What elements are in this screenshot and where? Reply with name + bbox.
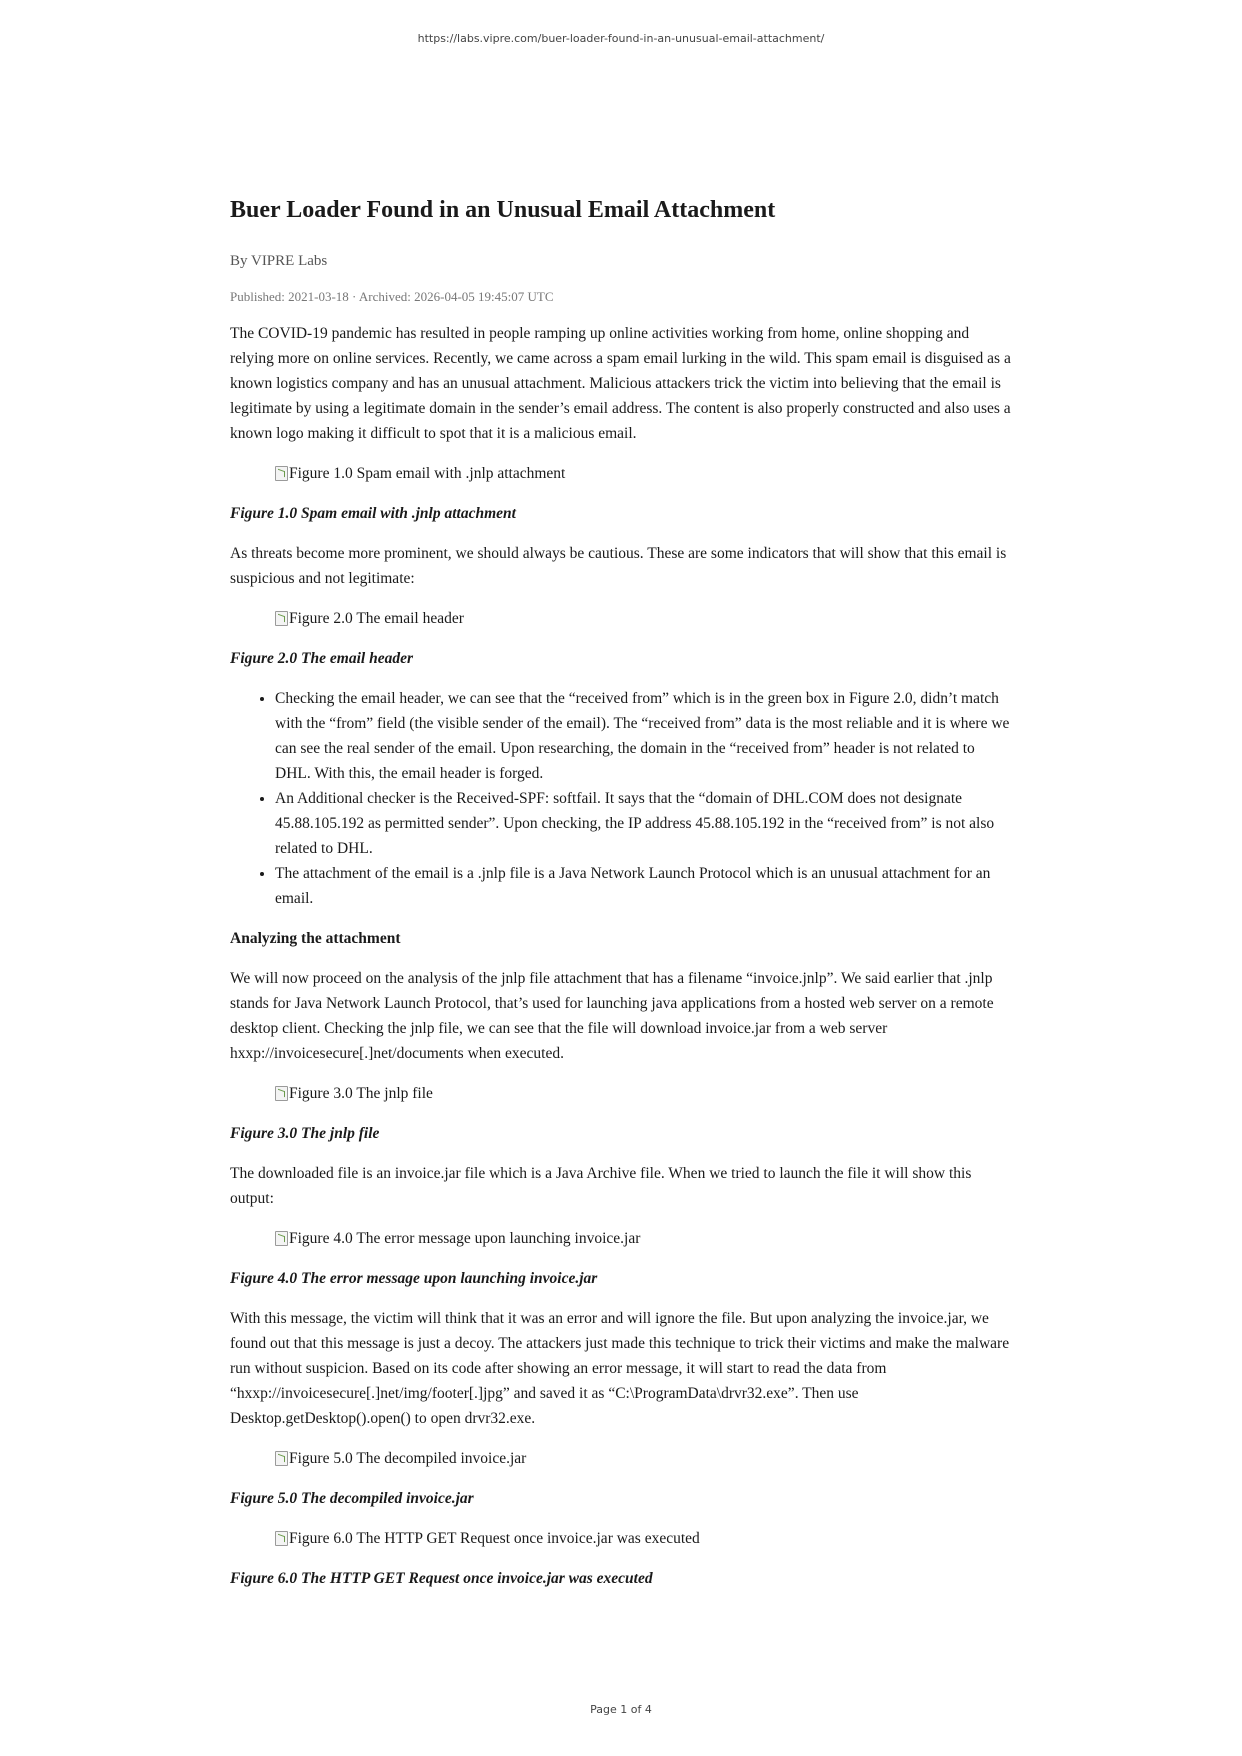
figure-2-image bbox=[275, 606, 1012, 631]
list-item: • An Additional checker is the Received-SPF: softfail. It says that the “domain of DHL.COM does not designate 45.88.105.192 as permitted sender”. Upon checking, the IP address 45.88.105.192 in the “received from” is not also related to DHL. bbox=[275, 786, 1012, 861]
figure-1-caption: Figure 1.0 Spam email with .jnlp attachment bbox=[230, 505, 516, 522]
broken-image-icon bbox=[275, 1531, 288, 1546]
paragraph-intro: The COVID-19 pandemic has resulted in people ramping up online activities working from home, online shopping and relying more on online services. Recently, we came across a spam email lurking in the wild. This spam email is disguised as a known logistics company and has an unusual attachment. Malicious attackers trick the victim into believing that the email is legitimate by using a legitimate domain in the sender’s email address. The content is also properly constructed and also uses a known logo making it difficult to spot that it is a malicious email. bbox=[230, 325, 1011, 442]
figure-5-caption: Figure 5.0 The decompiled invoice.jar bbox=[230, 1490, 474, 1507]
page-number: Page 1 of 4 bbox=[590, 1703, 652, 1716]
paragraph-jnlp: We will now proceed on the analysis of the jnlp file attachment that has a filename “invoice.jnlp”. We said earlier that .jnlp stands for Java Network Launch Protocol, that’s used for launching java applications from a hosted web server on a remote desktop client. Checking the jnlp file, we can see that the file will download invoice.jar from a web server hxxp://invoicesecure[.]net/documents when executed. bbox=[230, 970, 994, 1062]
figure-6-alt: Figure 6.0 The HTTP GET Request once invoice.jar was executed bbox=[289, 1530, 700, 1547]
figure-3-alt: Figure 3.0 The jnlp file bbox=[289, 1085, 433, 1102]
paragraph-decoy: With this message, the victim will think that it was an error and will ignore the file. But upon analyzing the invoice.jar, we found out that this message is just a decoy. The attackers just made this technique to trick their victims and make the malware run without suspicion. Based on its code after showing an error message, it will start to read the data from “hxxp://invoicesecure[.]net/img/footer[.]jpg” and saved it as “C:\ProgramData\drvr32.exe”. Then use Desktop.getDesktop().open() to open drvr32.exe. bbox=[230, 1310, 1010, 1427]
article bbox=[230, 190, 1012, 1606]
figure-6-caption: Figure 6.0 The HTTP GET Request once invoice.jar was executed bbox=[230, 1570, 653, 1587]
article-byline: By VIPRE Labs bbox=[230, 253, 328, 269]
article-title: Buer Loader Found in an Unusual Email Attachment bbox=[230, 197, 776, 223]
broken-image-icon bbox=[275, 1086, 288, 1101]
figure-4-alt: Figure 4.0 The error message upon launching invoice.jar bbox=[289, 1230, 641, 1247]
article-meta: Published: 2021-03-18 · Archived: 2026-04-05 19:45:07 UTC bbox=[230, 289, 554, 304]
figure-4-caption: Figure 4.0 The error message upon launching invoice.jar bbox=[230, 1270, 598, 1287]
figure-3-caption: Figure 3.0 The jnlp file bbox=[230, 1125, 380, 1142]
paragraph-jar: The downloaded file is an invoice.jar file which is a Java Archive file. When we tried to launch the file it will show this output: bbox=[230, 1165, 972, 1207]
heading-analyzing: Analyzing the attachment bbox=[230, 930, 401, 947]
broken-image-icon bbox=[275, 1231, 288, 1246]
figure-4-image bbox=[275, 1226, 1012, 1251]
figure-5-alt: Figure 5.0 The decompiled invoice.jar bbox=[289, 1450, 527, 1467]
broken-image-icon bbox=[275, 1451, 288, 1466]
paragraph-indicators: As threats become more prominent, we should always be cautious. These are some indicators that will show that this email is suspicious and not legitimate: bbox=[230, 545, 1007, 587]
figure-2-caption: Figure 2.0 The email header bbox=[230, 650, 413, 667]
figure-1-image bbox=[275, 461, 1012, 486]
page-url: https://labs.vipre.com/buer-loader-found-in-an-unusual-email-attachment/ bbox=[417, 32, 825, 45]
figure-3-image bbox=[275, 1081, 1012, 1106]
figure-1-alt: Figure 1.0 Spam email with .jnlp attachment bbox=[289, 465, 566, 482]
broken-image-icon bbox=[275, 611, 288, 626]
figure-5-image bbox=[275, 1446, 1012, 1471]
list-item: • Checking the email header, we can see that the “received from” which is in the green box in Figure 2.0, didn’t match with the “from” field (the visible sender of the email). The “received from” data is the most reliable and it is where we can see the real sender of the email. Upon researching, the domain in the “received from” header is not related to DHL. With this, the email header is forged. bbox=[275, 686, 1012, 786]
broken-image-icon bbox=[275, 466, 288, 481]
figure-6-image bbox=[275, 1526, 1012, 1551]
list-item: • The attachment of the email is a .jnlp file is a Java Network Launch Protocol which is an unusual attachment for an email. bbox=[275, 861, 1012, 911]
figure-2-alt: Figure 2.0 The email header bbox=[289, 610, 464, 627]
indicator-list bbox=[230, 686, 1012, 911]
